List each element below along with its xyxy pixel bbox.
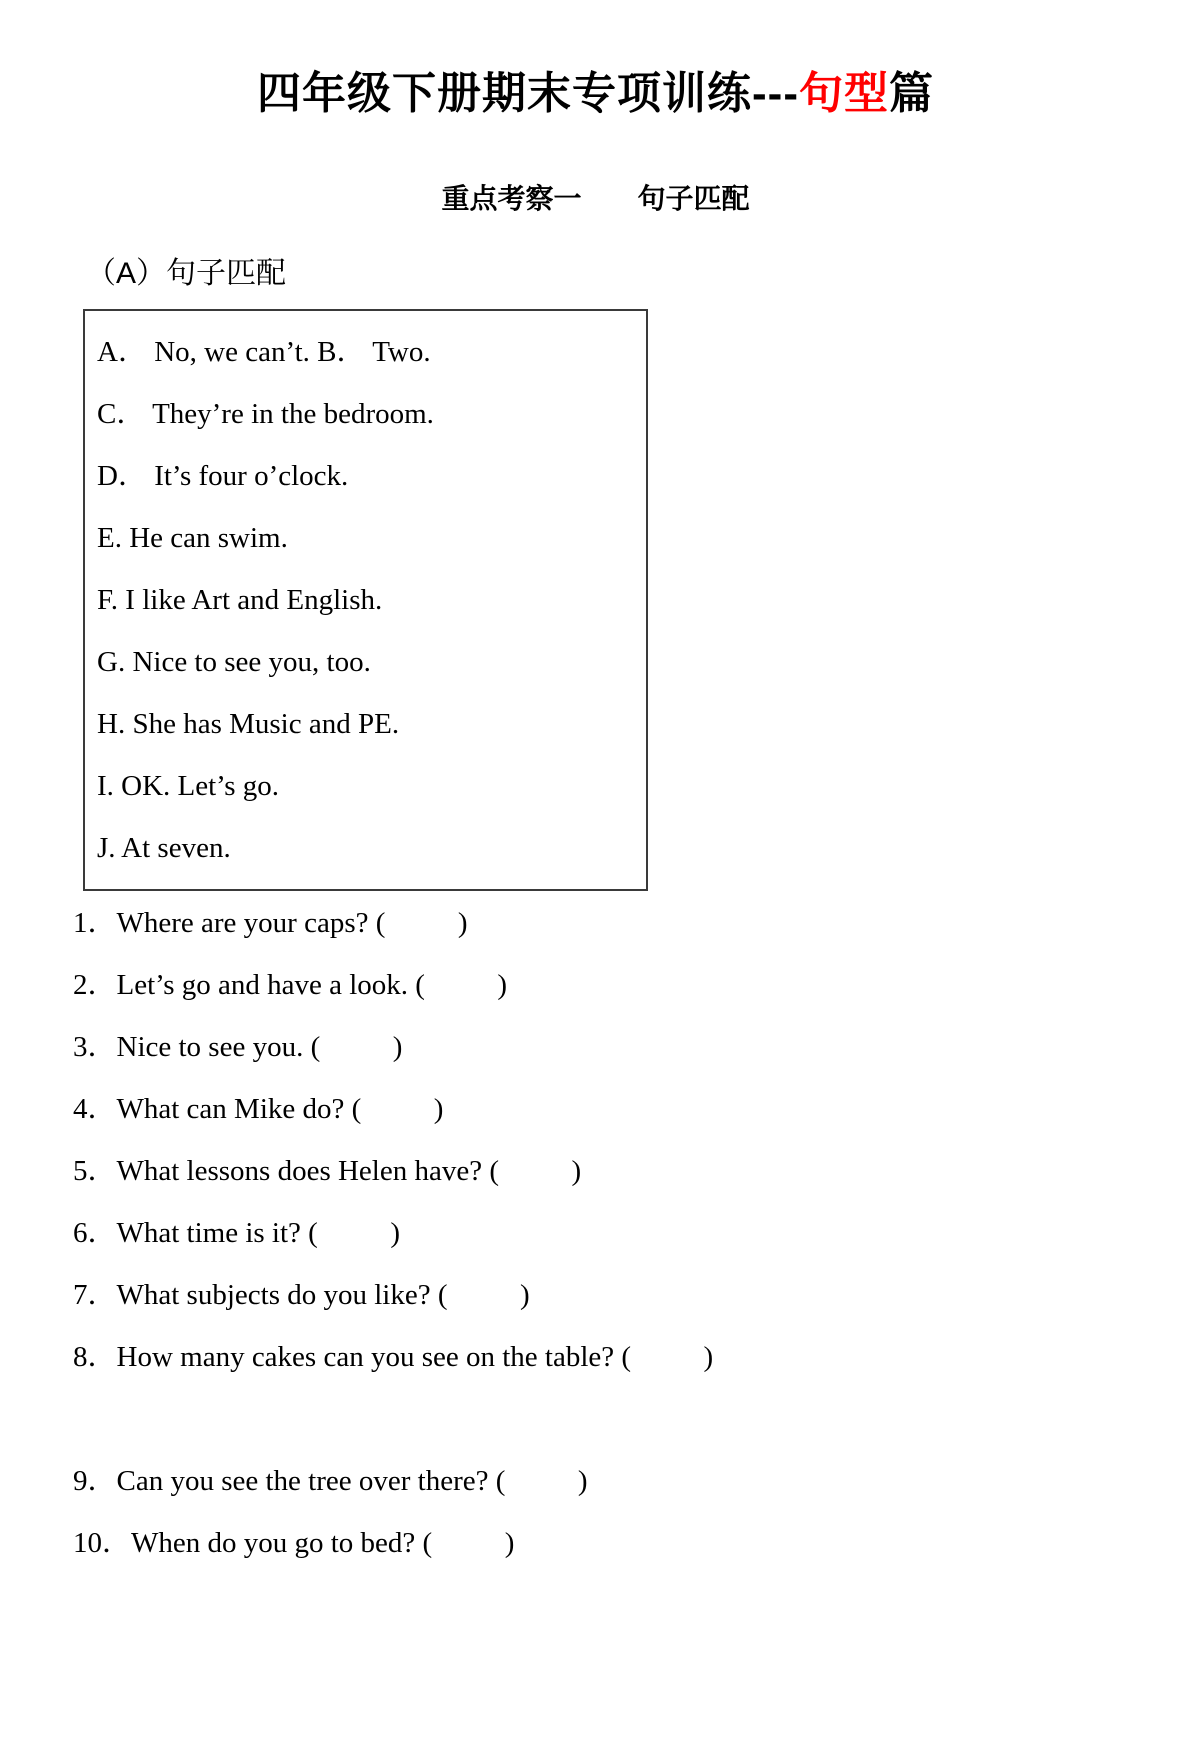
question-row: 10．When do you go to bed? ( )	[73, 1527, 515, 1559]
section-subtitle: 重点考察一 句子匹配	[441, 183, 750, 214]
page-title-suffix: 篇	[888, 69, 934, 118]
section-a-label: （A）句子匹配	[86, 257, 287, 290]
question-row: 7．What subjects do you like? ( )	[73, 1279, 530, 1311]
question-row: 6．What time is it? ( )	[73, 1217, 400, 1249]
page-title-prefix: 四年级下册期末专项训练---	[257, 69, 799, 118]
page-title	[0, 64, 1191, 124]
answer-option-row: A． No, we can’t. B． Two.	[97, 336, 431, 368]
answer-option-row: F. I like Art and English.	[97, 584, 383, 616]
question-row	[73, 1388, 1191, 1450]
answer-option-row: C． They’re in the bedroom.	[97, 398, 434, 430]
question-row: 1．Where are your caps? ( )	[73, 907, 468, 939]
question-row: 5．What lessons does Helen have? ( )	[73, 1155, 582, 1187]
answer-option-row: I. OK. Let’s go.	[97, 770, 280, 802]
question-row: 2．Let’s go and have a look. ( )	[73, 969, 508, 1001]
page-title-highlight: 句型	[798, 69, 889, 118]
answer-option-row: D． It’s four o’clock.	[97, 460, 349, 492]
answer-option-row: H. She has Music and PE.	[97, 708, 400, 740]
answer-option-row: E. He can swim.	[97, 522, 288, 554]
question-row: 9．Can you see the tree over there? ( )	[73, 1465, 588, 1497]
worksheet-page	[0, 64, 1191, 1574]
answer-option-row: J. At seven.	[97, 832, 231, 864]
questions-list	[73, 892, 1191, 1574]
answer-options-list	[97, 321, 632, 879]
answer-options-box	[83, 309, 648, 891]
question-row: 8．How many cakes can you see on the table? ( )	[73, 1341, 714, 1373]
question-row: 3．Nice to see you. ( )	[73, 1031, 403, 1063]
question-row: 4．What can Mike do? ( )	[73, 1093, 444, 1125]
answer-option-row: G. Nice to see you, too.	[97, 646, 371, 678]
